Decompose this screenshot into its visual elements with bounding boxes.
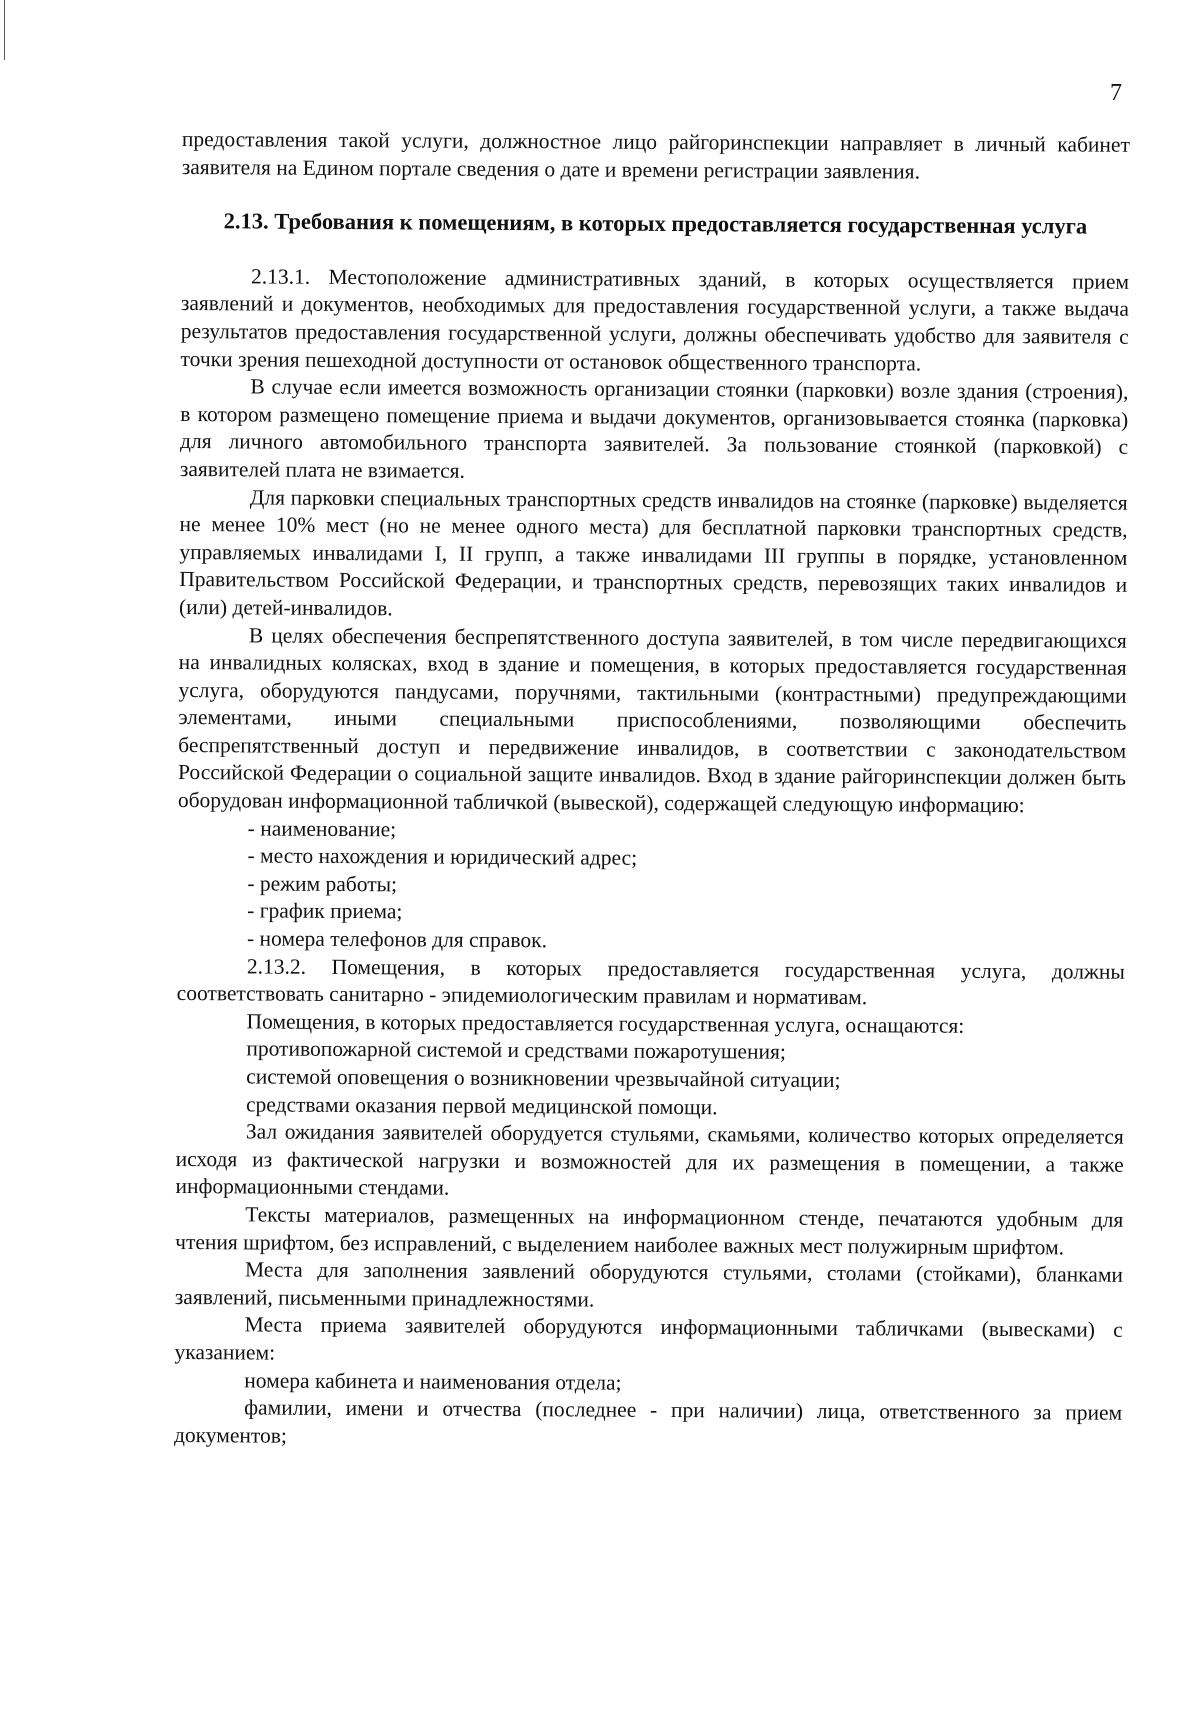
paragraph: Тексты материалов, размещенных на информационном стенде, печатаются удобным для чтения шрифтом, без исправлений, с выделением наиболее важных мест полужирным шрифтом. — [175, 1202, 1124, 1259]
scan-edge-line — [4, 0, 5, 60]
list-item: системой оповещения о возникновении чрезвычайной ситуации; — [246, 1064, 841, 1093]
paragraph: 2.13.2. Помещения, в которых предоставляется государственная услуга, должны соответствовать санитарно - эпидемиологическим правилам и нормативам. — [176, 954, 1125, 1010]
list-item: фамилии, имени и отчества (последнее - при наличии) лица, ответственного за прием документов; — [173, 1395, 1123, 1448]
list-item: - наименование; — [247, 816, 397, 841]
list-item: противопожарной системой и средствами пожаротушения; — [246, 1036, 786, 1065]
paragraph: Помещения, в которых предоставляется государственная услуга, оснащаются: — [246, 1009, 965, 1038]
list-item: - график приема; — [247, 898, 403, 924]
paragraph: 2.13.1. Местоположение административных зданий, в которых осуществляется прием заявлений и документов, необходимых для предоставления государственной услуги, а также выдача результатов предоставления государственной услуги, должны обеспечивать удобство для заявителя с точки зрения пешеходной доступности от остановок общественного транспорта. — [180, 264, 1130, 376]
intro-paragraph: предоставления такой услуги, должностное лицо райгоринспекции направляет в личный кабинет заявителя на Едином портале сведения о дате и времени регистрации заявления. — [181, 126, 1130, 184]
list-item: - режим работы; — [247, 871, 398, 897]
page-number: 7 — [1110, 80, 1122, 106]
document-body — [174, 126, 1130, 1455]
list-item: средствами оказания первой медицинской помощи. — [245, 1092, 718, 1119]
paragraph: Для парковки специальных транспортных средств инвалидов на стоянке (парковке) выделяется не менее 10% мест (но не менее одного места) для бесплатной парковки транспортных средств, управляемых инвалидами I, II групп, а также инвалидами III группы в порядке, установленном Правительством Российской Федерации, и транспортных средств, перевозящих таких инвалидов и (или) детей-инвалидов. — [178, 484, 1128, 621]
paragraph: Зал ожидания заявителей оборудуется стульями, скамьями, количество которых определяется исходя из фактической нагрузки и возможностей для их размещения в помещении, а также информационными стендами. — [175, 1119, 1124, 1201]
section-heading: 2.13. Требования к помещениям, в которых предоставляется государственная услуга — [223, 208, 1088, 239]
paragraph: В целях обеспечения беспрепятственного доступа заявителей, в том числе передвигающихся на инвалидных колясках, вход в здание и помещения, в которых предоставляется государственная услуга, оборудуются пандусами, поручнями, тактильными (контрастными) предупреждающими элементами, иными специальными приспособлениями, позволяющими обеспечить беспрепятственный доступ и передвижение инвалидов, в соответствии с законодательством Российской Федерации о социальной защите инвалидов. Вход в здание райгоринспекции должен быть оборудован информационной табличкой (вывеской), содержащей следующую информацию: — [177, 622, 1127, 818]
list-item: - место нахождения и юридический адрес; — [247, 843, 638, 871]
list-item: - номера телефонов для справок. — [246, 926, 548, 953]
paragraph: Места приема заявителей оборудуются информационными табличками (вывесками) с указанием: — [174, 1312, 1123, 1365]
paragraph: В случае если имеется возможность организации стоянки (парковки) возле здания (строения), в котором размещено помещение приема и выдачи документов, организовывается стоянка (парковка) для личного автомобильного транспорта заявителей. За пользование стоянкой (парковкой) с заявителей плата не взимается. — [179, 374, 1129, 483]
list-item: номера кабинета и наименования отдела; — [244, 1367, 622, 1395]
paragraph: Места для заполнения заявлений оборудуются стульями, столами (стойками), бланками заявлений, письменными принадлежностями. — [174, 1257, 1124, 1312]
